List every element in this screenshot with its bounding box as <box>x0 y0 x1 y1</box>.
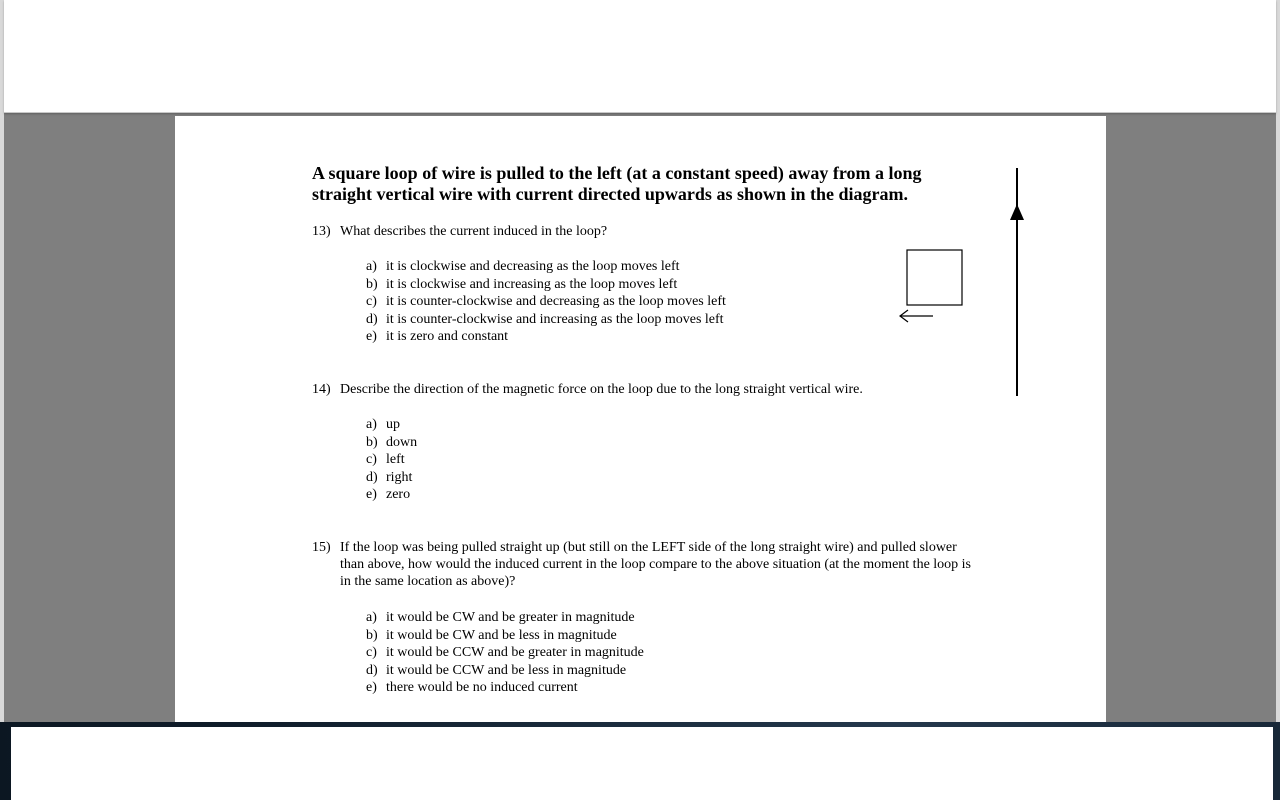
question-13-options <box>366 258 726 346</box>
question-15 <box>312 539 972 590</box>
answer-option[interactable]: a) up <box>366 417 400 432</box>
answer-option[interactable]: b) down <box>366 434 418 450</box>
document-page <box>175 116 1106 722</box>
question-14 <box>312 381 952 398</box>
question-number: 15) <box>312 540 331 555</box>
problem-heading: A square loop of wire is pulled to the left (at a constant speed) away from a long straight vertical wire with current directed upwards as shown in the diagram. <box>312 163 922 204</box>
question-number: 14) <box>312 382 331 397</box>
question-text: What describes the current induced in the loop? <box>340 224 608 239</box>
background-window <box>11 727 1273 800</box>
left-arrow-icon <box>900 310 933 322</box>
current-direction-arrow-icon <box>1010 204 1024 220</box>
window-right-edge <box>1276 0 1280 722</box>
answer-option[interactable]: d) it is counter-clockwise and increasing as the loop moves left <box>366 311 724 327</box>
answer-option[interactable]: c) left <box>366 452 405 467</box>
answer-option[interactable]: a) it is clockwise and decreasing as the loop moves left <box>366 259 680 274</box>
answer-option[interactable]: b) it would be CW and be less in magnitude <box>366 627 617 643</box>
question-number: 13) <box>312 224 331 239</box>
loop-and-wire-diagram <box>895 164 1025 399</box>
question-13 <box>312 223 912 240</box>
answer-option[interactable]: b) it is clockwise and increasing as the loop moves left <box>366 276 678 292</box>
answer-option[interactable]: e) there would be no induced current <box>366 680 578 695</box>
question-14-options <box>366 416 417 504</box>
question-text: If the loop was being pulled straight up (but still on the LEFT side of the long straight wire) and pulled slower than above, how would the induced current in the loop compare to the above situation (at the moment the loop is in the same location as above)? <box>340 540 972 589</box>
answer-option[interactable]: d) it would be CCW and be less in magnitude <box>366 662 627 678</box>
square-loop <box>907 250 962 305</box>
answer-option[interactable]: c) it is counter-clockwise and decreasing as the loop moves left <box>366 294 726 309</box>
answer-option[interactable]: c) it would be CCW and be greater in magnitude <box>366 645 644 660</box>
answer-option[interactable]: e) zero <box>366 487 411 502</box>
answer-option[interactable]: a) it would be CW and be greater in magnitude <box>366 610 635 625</box>
question-text: Describe the direction of the magnetic force on the loop due to the long straight vertical wire. <box>340 382 863 397</box>
viewer-toolbar <box>4 0 1276 113</box>
question-15-options <box>366 609 644 697</box>
answer-option[interactable]: d) right <box>366 469 413 485</box>
answer-option[interactable]: e) it is zero and constant <box>366 329 509 344</box>
